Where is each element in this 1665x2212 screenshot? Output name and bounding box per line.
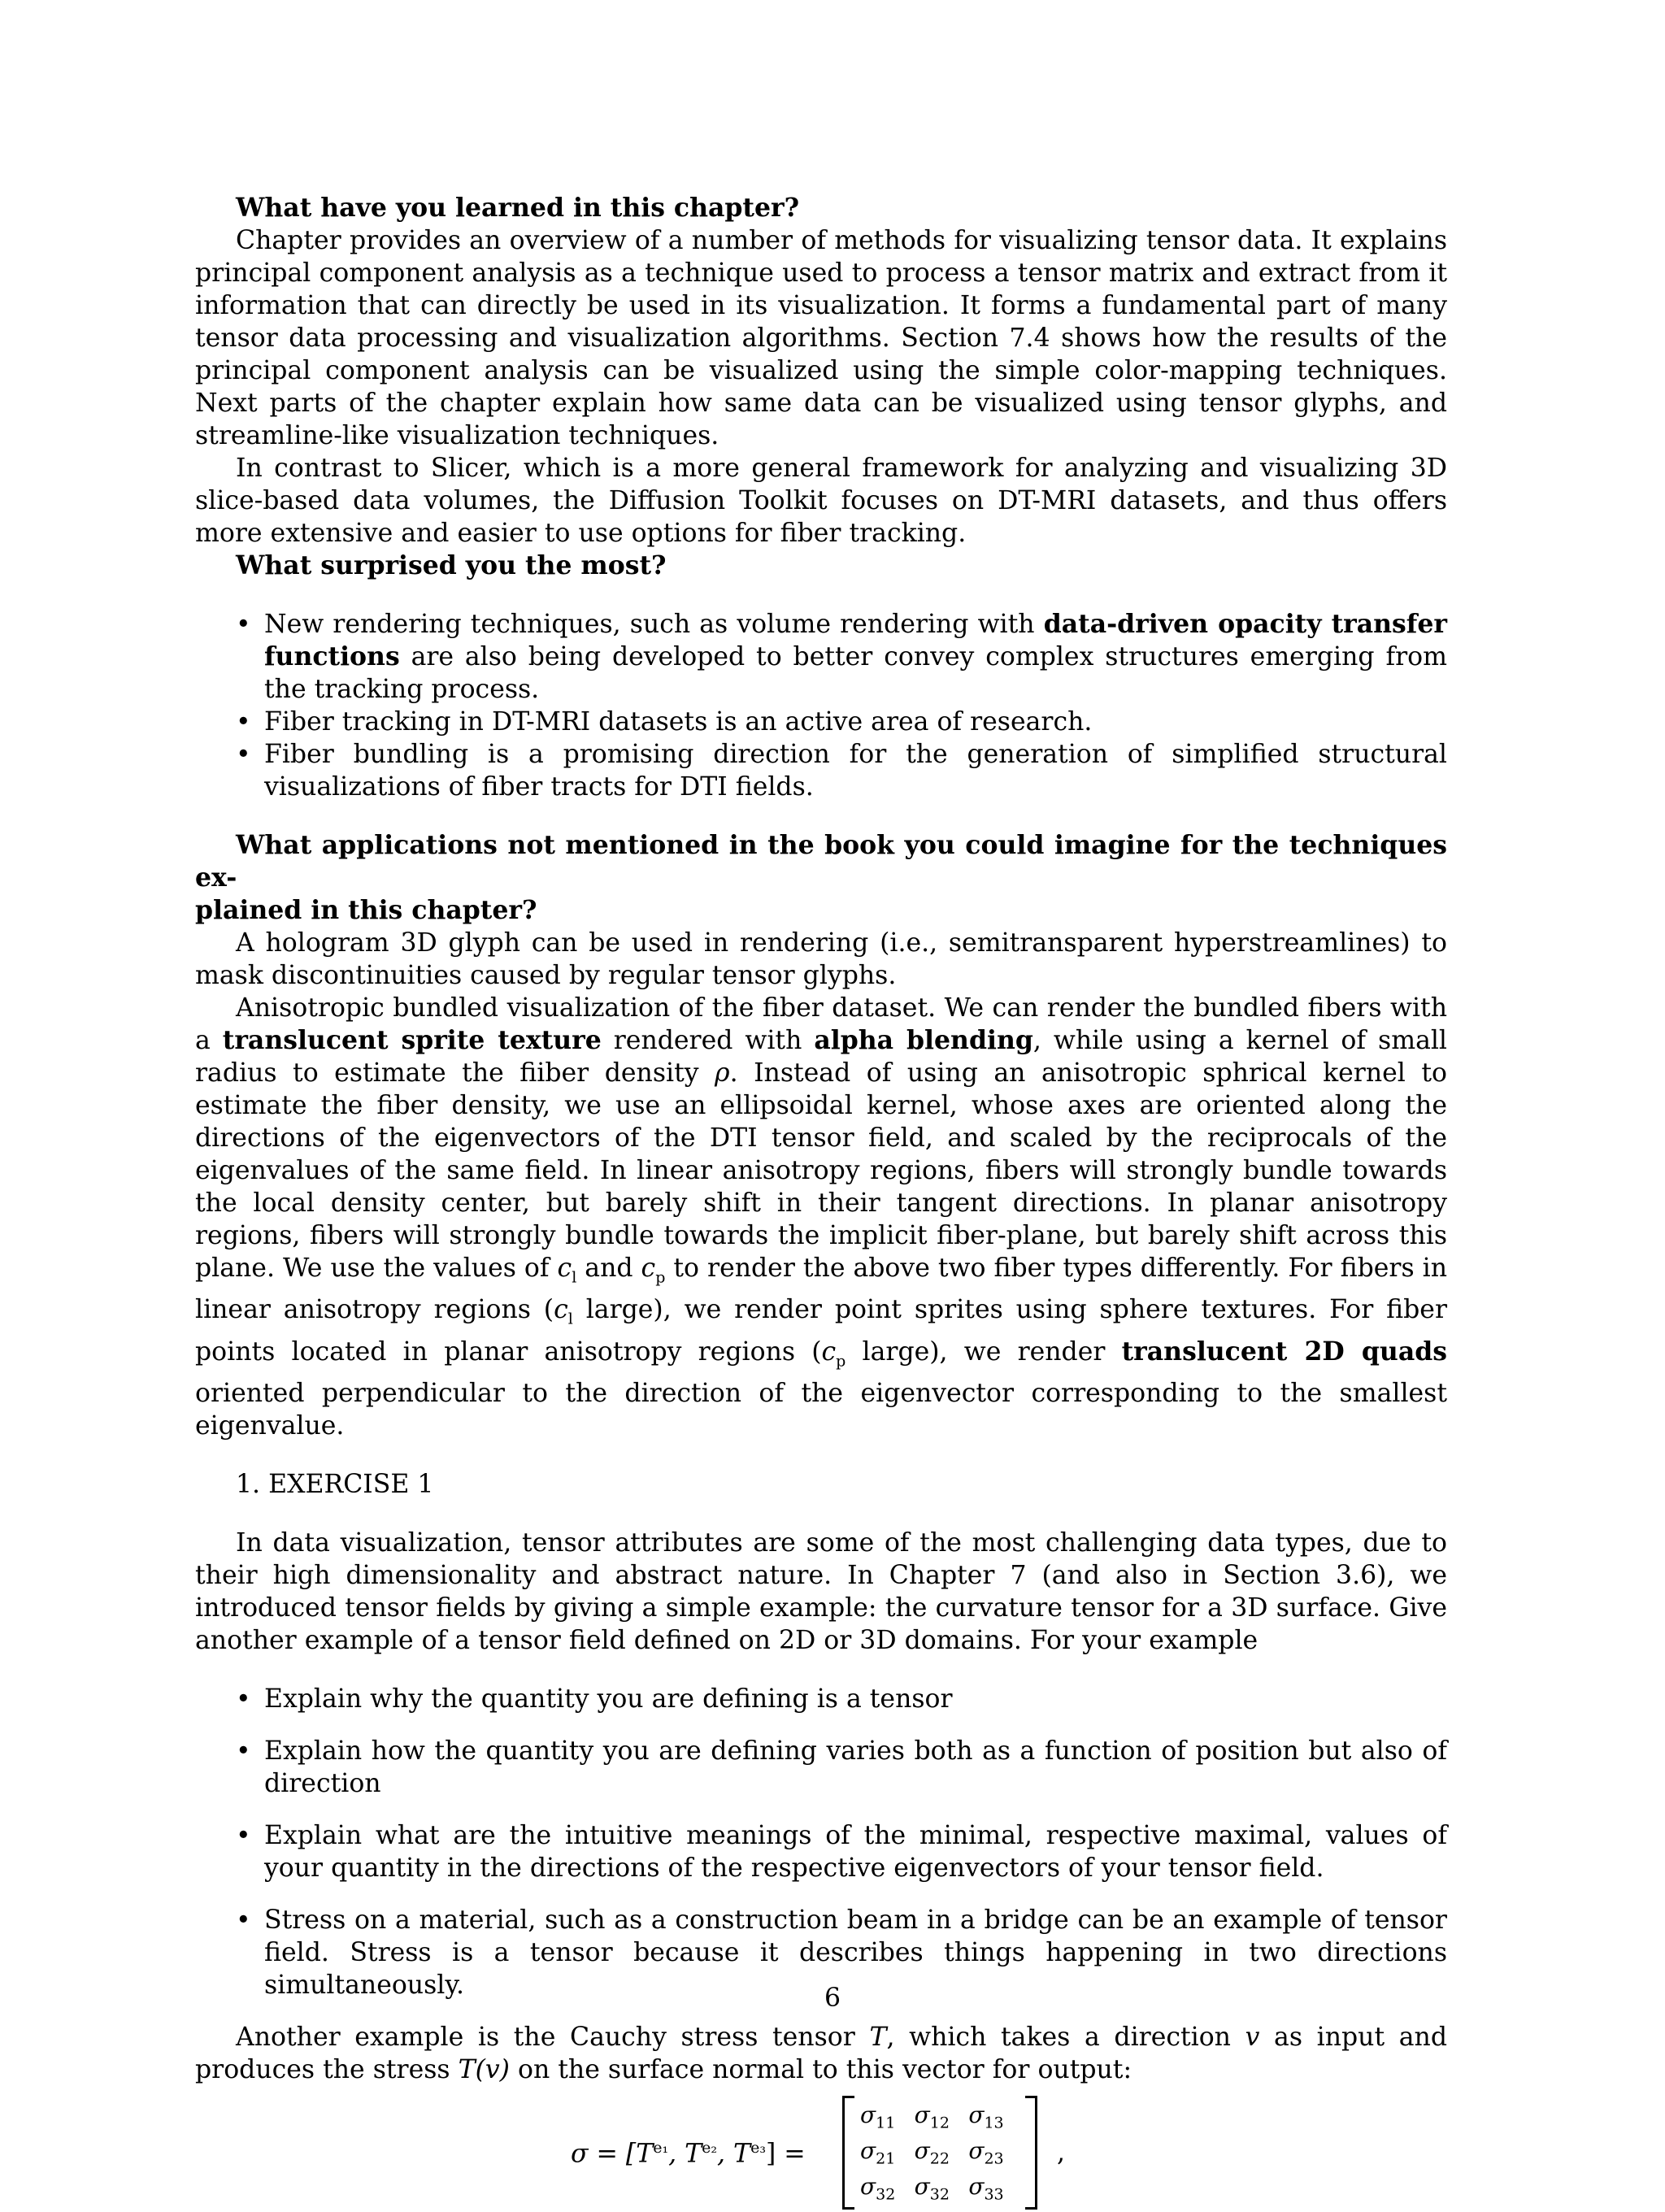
text-run: large), we render [846, 1336, 1122, 1367]
exercise-paragraph-1: In data visualization, tensor attributes are some of the most challenging data types, due to their high dimensionality and abstract nature. In Chapter 7 (and also in Section 3.6), we introduced tensor fields by giving a simple example: the curvature tensor for a 3D surface. Give another example of a tensor field defined on 2D or 3D domains. For your example [195, 1528, 1447, 1655]
eq-text: , T [668, 2139, 702, 2169]
exercise-title: EXERCISE 1 [268, 1469, 434, 1499]
text-run: . Instead of using an anisotropic sphrical kernel to estimate the fiber density, we use an ellipsoidal kernel, whose axes are oriented along the directions of the eigenvectors of the DTI tensor field, and scaled by the reciprocals of the eigenvalues of the same field. In linear anisotropy regions, fibers will strongly bundle towards the local density center, but barely shift in their tangent directions. In planar anisotropy regions, fibers will strongly bundle towards the implicit fiber-plane, but barely shift across this plane. We use the values of [195, 1058, 1447, 1283]
list-item-text: Explain what are the intuitive meanings of the minimal, respective maximal, values of your quantity in the directions of the respective eigenvectors of your tensor field. [264, 1820, 1447, 1883]
exercise-number: 1. [236, 1469, 261, 1499]
equation-lhs [571, 2132, 806, 2171]
heading-applications-line1: What applications not mentioned in the book you could imagine for the techniques ex- [195, 830, 1447, 893]
spacer [195, 1442, 1447, 1468]
spacer [195, 1657, 1447, 1683]
text-run: and [576, 1254, 641, 1283]
symbol-rho: ρ [715, 1058, 730, 1088]
symbol-T: T [869, 2022, 887, 2052]
list-item [195, 1735, 1447, 1800]
matrix-cell: $\sigma_{32}$ [914, 2172, 950, 2204]
exercise-paragraph-2 [195, 2021, 1447, 2086]
bold-run: translucent sprite texture [222, 1025, 602, 1055]
symbol-c: c [554, 1295, 568, 1325]
symbol-v: v [1245, 2022, 1260, 2052]
eq-superscript: e₁ [653, 2138, 669, 2157]
list-item-text: Stress on a material, such as a construction beam in a bridge can be an example of tensor field. Stress is a tensor because it describes things happening in two directions simultaneously. [264, 1905, 1447, 2000]
list-item-text: Fiber tracking in DT-MRI datasets is an active area of research. [264, 707, 1093, 737]
list-item [195, 738, 1447, 803]
spacer [195, 803, 1447, 829]
matrix-row [860, 2097, 1023, 2133]
eq-text: ] = [765, 2139, 806, 2169]
text-run: , which takes a direction [886, 2022, 1245, 2052]
symbol-c: c [641, 1254, 656, 1283]
subscript-p: p [836, 1351, 846, 1370]
matrix-cell: $\sigma_{32}$ [860, 2172, 896, 2204]
eq-superscript: e₂ [702, 2138, 718, 2157]
text-run: , while using a kernel of small radius to estimate the fiiber density [195, 1026, 1447, 1088]
text-run: on the surface normal to this vector for output: [509, 2054, 1132, 2084]
list-item [195, 608, 1447, 706]
left-bracket [842, 2096, 854, 2210]
text-run: rendered with [601, 1026, 815, 1055]
bullet-icon: • [236, 740, 251, 769]
exercise-list [195, 1468, 1447, 1501]
text-run: large), we render point sprites using sphere textures. For fiber points located in planar anisotropy regions ( [195, 1295, 1447, 1367]
matrix-cell: $\sigma_{33}$ [968, 2172, 1004, 2204]
text-run: Another example is the Cauchy stress tensor [236, 2022, 870, 2052]
matrix-cell: $\sigma_{22}$ [914, 2136, 950, 2168]
list-item-text: Fiber bundling is a promising direction for the generation of simplified structural visualizations of fiber tracts for DTI fields. [264, 740, 1447, 802]
text-run: as input and produces the stress [195, 2022, 1447, 2084]
subscript-p: p [655, 1268, 666, 1287]
list-item-text: Explain how the quantity you are defining varies both as a function of position but also of direction [264, 1736, 1447, 1798]
text-run: to render the above two fiber types differently. For fibers in linear anisotropy regions ( [195, 1254, 1447, 1325]
list-item-text: New rendering techniques, such as volume rendering with [264, 610, 1044, 639]
applications-paragraph-2 [195, 992, 1447, 1442]
symbol-c: c [821, 1336, 837, 1367]
symbol-Tv: T(v) [458, 2054, 510, 2084]
eq-text: , T [717, 2139, 751, 2169]
bold-run: translucent 2D quads [1121, 1336, 1447, 1367]
equation-comma: , [1057, 2137, 1066, 2167]
applications-paragraph-1: A hologram 3D glyph can be used in rendering (i.e., semitransparent hyperstreamlines) to mask discontinuities caused by regular tensor glyphs. [195, 928, 1447, 990]
stress-matrix [842, 2096, 1037, 2206]
matrix-cell: $\sigma_{11}$ [860, 2101, 896, 2132]
heading-surprised: What surprised you the most? [236, 550, 667, 580]
subscript-l: l [572, 1268, 577, 1287]
page-body [195, 192, 1447, 2206]
text-run: oriented perpendicular to the direction of the eigenvector corresponding to the smallest eigenvalue. [195, 1378, 1447, 1441]
spacer [195, 1501, 1447, 1527]
heading-learned: What have you learned in this chapter? [236, 193, 800, 223]
exercise-item [195, 1468, 1447, 1501]
matrix-grid [860, 2097, 1023, 2205]
symbol-c: c [557, 1254, 572, 1283]
matrix-row [860, 2169, 1023, 2205]
bullet-icon: • [236, 1684, 251, 1714]
page-number: 6 [824, 1984, 841, 2013]
subscript-l: l [567, 1310, 573, 1328]
eq-superscript: e₃ [750, 2138, 766, 2157]
bold-run: alpha blending [814, 1025, 1033, 1055]
list-item-text: are also being developed to better convey complex structures emerging from the tracking process. [264, 642, 1447, 704]
list-item [195, 1819, 1447, 1884]
equation-stress-tensor [195, 2096, 1447, 2206]
text-run: Anisotropic bundled visualization of the fiber dataset. We can render the bundled fibers with a [195, 993, 1447, 1055]
eq-text: σ = [T [571, 2139, 654, 2169]
exercise-bullets [195, 1683, 1447, 2001]
bullet-icon: • [236, 1905, 251, 1935]
matrix-cell: $\sigma_{13}$ [968, 2101, 1004, 2132]
matrix-cell: $\sigma_{23}$ [968, 2136, 1004, 2168]
list-item [195, 706, 1447, 738]
learned-paragraph-1: Chapter provides an overview of a number of methods for visualizing tensor data. It explains principal component analysis as a technique used to process a tensor matrix and extract from it information that can directly be used in its visualization. It forms a fundamental part of many tensor data processing and visualization algorithms. Section 7.4 shows how the results of the principal component analysis can be visualized using the simple color-mapping techniques. Next parts of the chapter explain how same data can be visualized using tensor glyphs, and streamline-like visualization techniques. [195, 226, 1447, 450]
list-item-bold: data-driven opacity transfer functions [264, 609, 1447, 671]
matrix-cell: $\sigma_{21}$ [860, 2136, 896, 2168]
list-item-text: Explain why the quantity you are defining is a tensor [264, 1684, 953, 1714]
list-item [195, 1683, 1447, 1715]
bullet-icon: • [236, 1736, 251, 1766]
right-bracket [1025, 2096, 1037, 2210]
bullet-icon: • [236, 1820, 251, 1850]
spacer [195, 582, 1447, 608]
matrix-cell: $\sigma_{12}$ [914, 2101, 950, 2132]
surprised-list [195, 608, 1447, 803]
matrix-row [860, 2133, 1023, 2169]
bullet-icon: • [236, 707, 251, 737]
learned-paragraph-2: In contrast to Slicer, which is a more general framework for analyzing and visualizing 3D slice-based data volumes, the Diffusion Toolkit focuses on DT-MRI datasets, and thus offers more extensive and easier to use options for fiber tracking. [195, 454, 1447, 548]
bullet-icon: • [236, 610, 251, 639]
heading-applications-line2: plained in this chapter? [195, 895, 537, 925]
